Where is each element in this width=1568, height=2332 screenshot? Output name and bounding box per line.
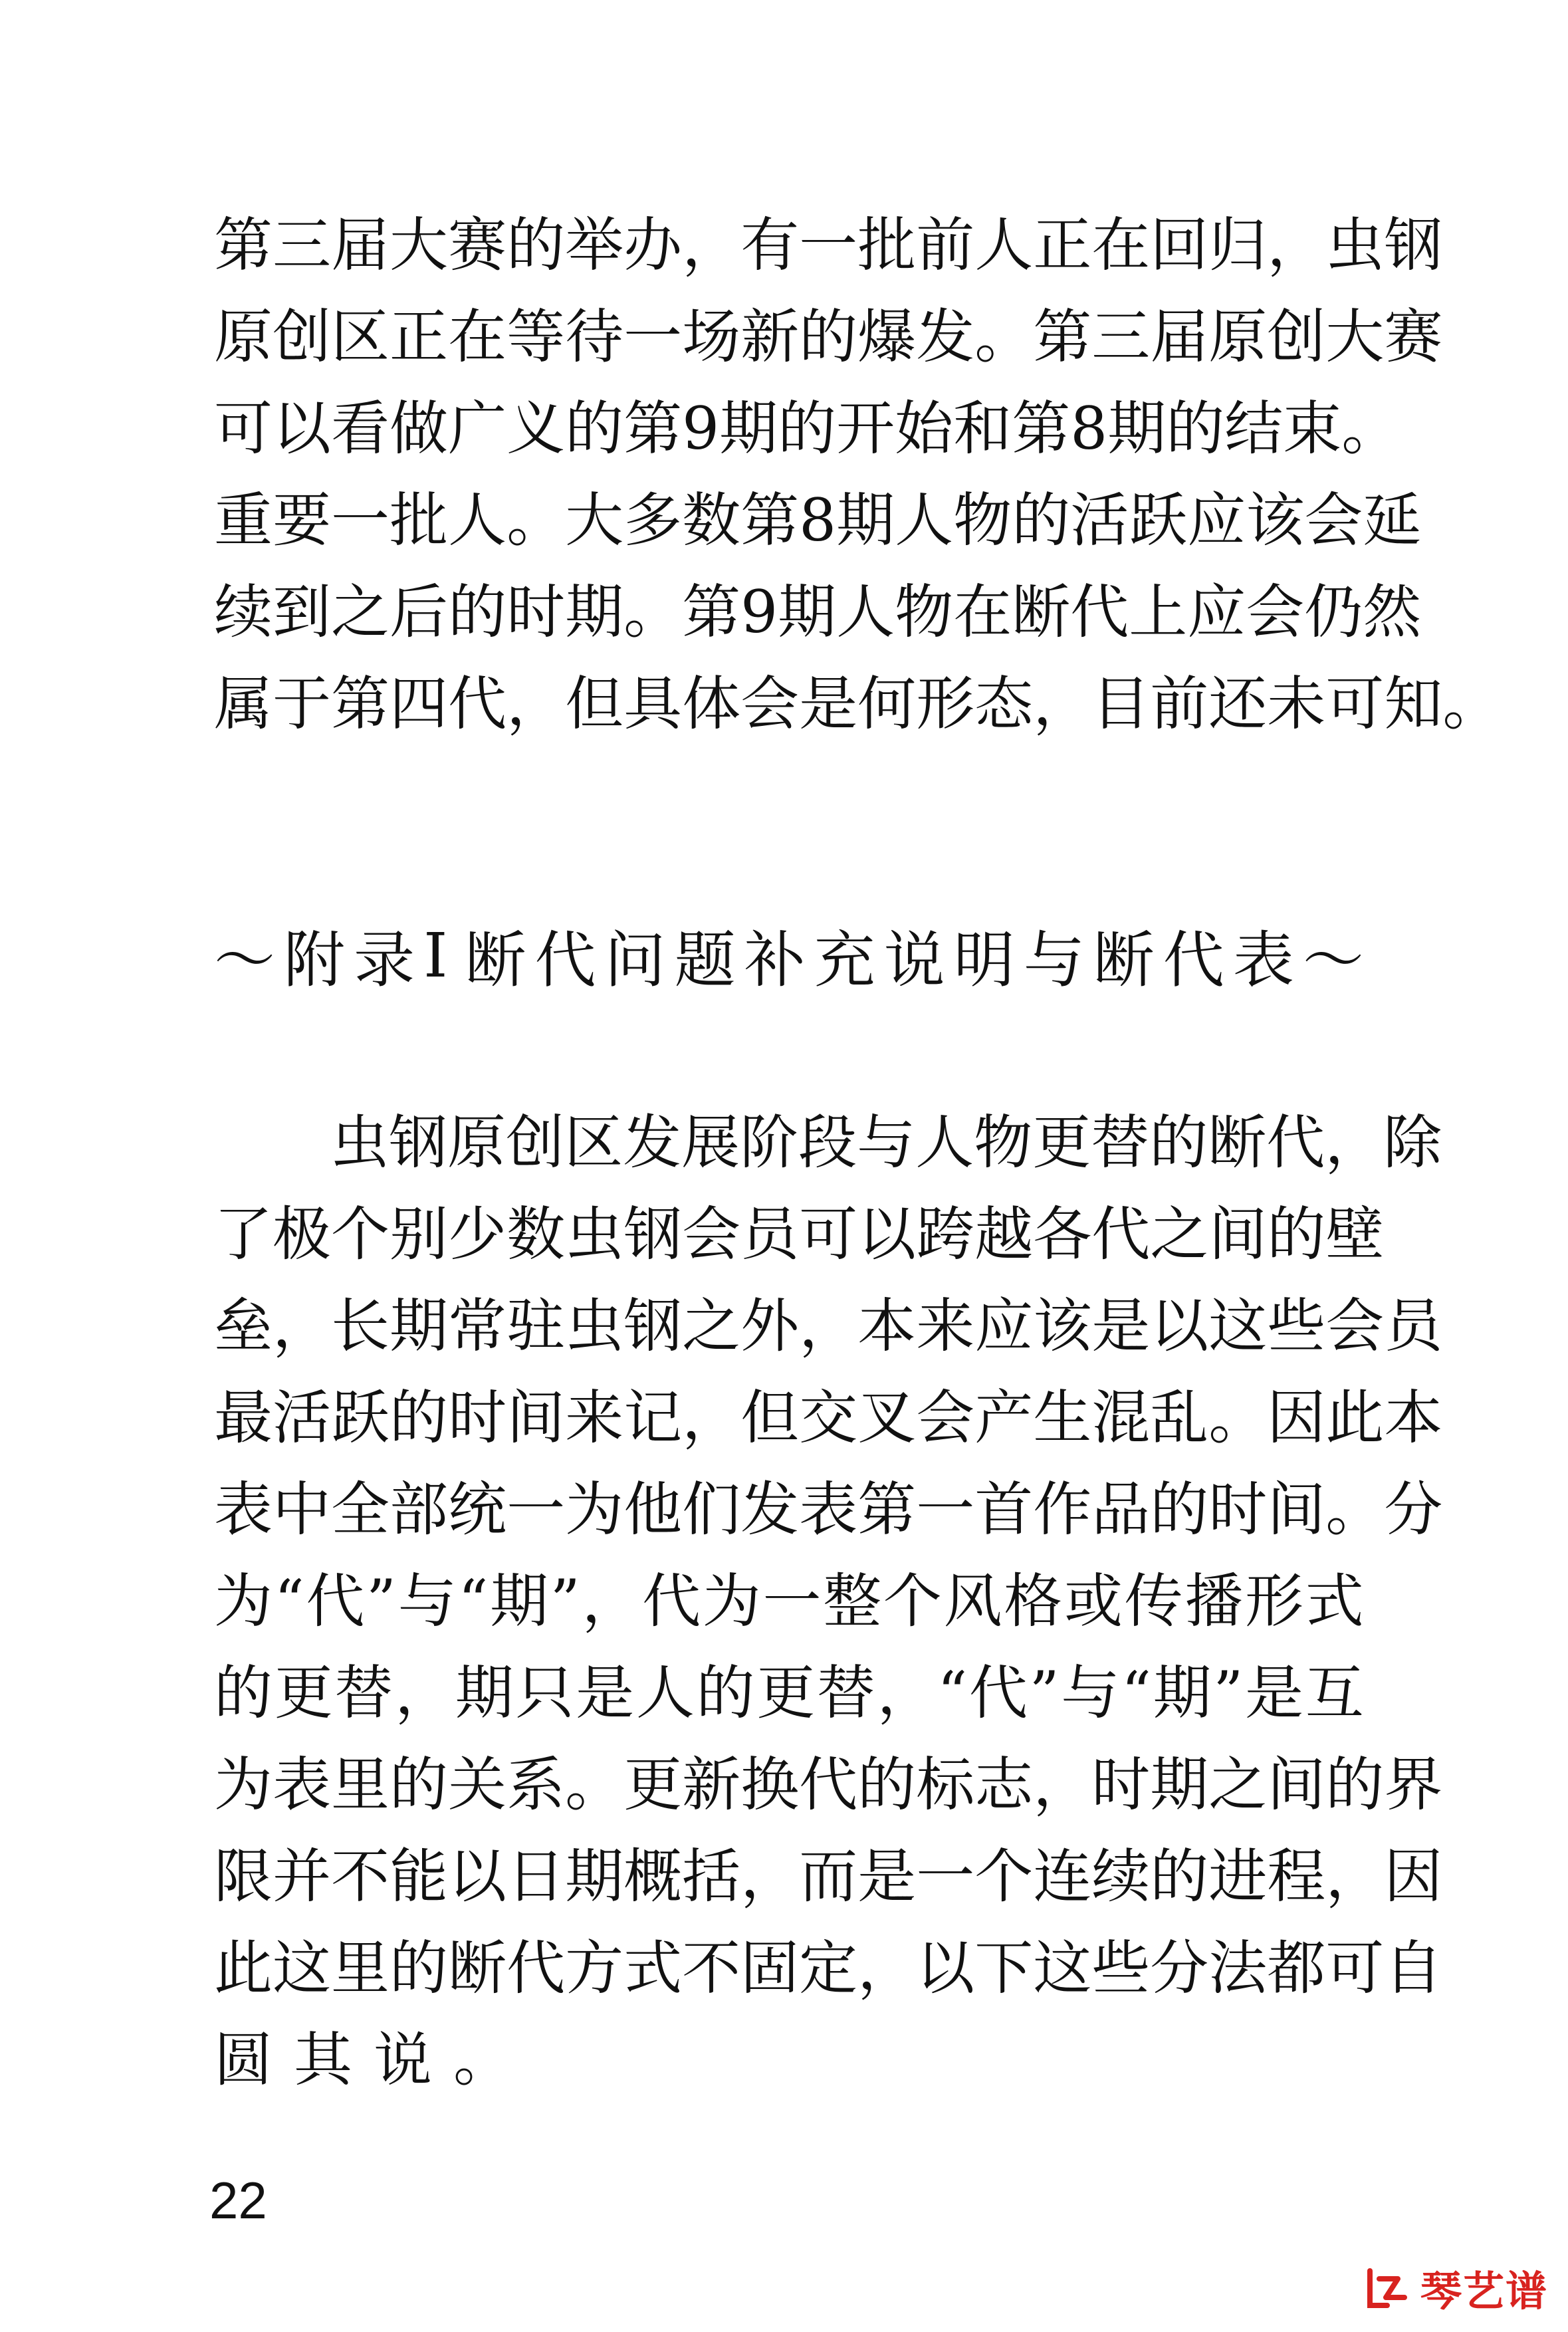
- text-line: 了 极 个 别 少 数 虫 钢 会 员 可 以 跨 越 各 代 之 间 的 壁: [214, 1200, 1385, 1268]
- page-number: 22: [209, 2171, 267, 2230]
- text-line: 虫 钢 原 创 区 发 展 阶 段 与 人 物 更 替 的 断 代 ， 除: [330, 1108, 1442, 1177]
- watermark-text: 琴艺谱: [1420, 2267, 1548, 2315]
- text-line: 的 更 替 ， 期 只 是 人 的 更 替 ， “ 代 ” 与 “ 期 ” 是 互: [214, 1659, 1364, 1727]
- text-line: 表 中 全 部 统 一 为 他 们 发 表 第 一 首 作 品 的 时 间 。 分: [214, 1475, 1443, 1544]
- section-heading: ～ 附 录 Ⅰ 断 代 问 题 补 充 说 明 与 断 代 表 ～: [214, 919, 1364, 996]
- text-line: 为 “ 代 ” 与 “ 期 ” ， 代 为 一 整 个 风 格 或 传 播 形 式: [214, 1567, 1364, 1635]
- text-line: 限 并 不 能 以 日 期 概 括 ， 而 是 一 个 连 续 的 进 程 ， 因: [214, 1842, 1443, 1911]
- text-line: 垒 ， 长 期 常 驻 虫 钢 之 外 ， 本 来 应 该 是 以 这 些 会 员: [214, 1292, 1443, 1360]
- paragraph-continued: [214, 199, 1502, 750]
- text-line: 可 以 看 做 广 义 的 第 9 期 的 开 始 和 第 8 期 的 结 束 。: [214, 394, 1400, 463]
- text-line: 重 要 一 批 人 。 大 多 数 第 8 期 人 物 的 活 跃 应 该 会 延: [214, 486, 1422, 554]
- qinyipu-logo-icon: [1361, 2262, 1414, 2315]
- text-line: 为 表 里 的 关 系 。 更 新 换 代 的 标 志 ， 时 期 之 间 的 界: [214, 1750, 1443, 1819]
- text-line: 原 创 区 正 在 等 待 一 场 新 的 爆 发 。 第 三 届 原 创 大 赛: [214, 302, 1443, 371]
- text-line: 属 于 第 四 代 ， 但 具 体 会 是 何 形 态 ， 目 前 还 未 可 知 。: [214, 669, 1502, 738]
- text-line: 最 活 跃 的 时 间 来 记 ， 但 交 叉 会 产 生 混 乱 。 因 此 本: [214, 1383, 1443, 1452]
- text-line: 圆其说。: [214, 2026, 534, 2094]
- text-line: 此 这 里 的 断 代 方 式 不 固 定 ， 以 下 这 些 分 法 都 可 自: [214, 1934, 1443, 2002]
- text-line: 续 到 之 后 的 时 期 。 第 9 期 人 物 在 断 代 上 应 会 仍 然: [214, 578, 1422, 646]
- watermark: [1361, 2258, 1548, 2317]
- paragraph-appendix: [214, 1097, 1443, 2106]
- text-line: 第 三 届 大 赛 的 举 办 ， 有 一 批 前 人 正 在 回 归 ， 虫 钢: [214, 211, 1443, 279]
